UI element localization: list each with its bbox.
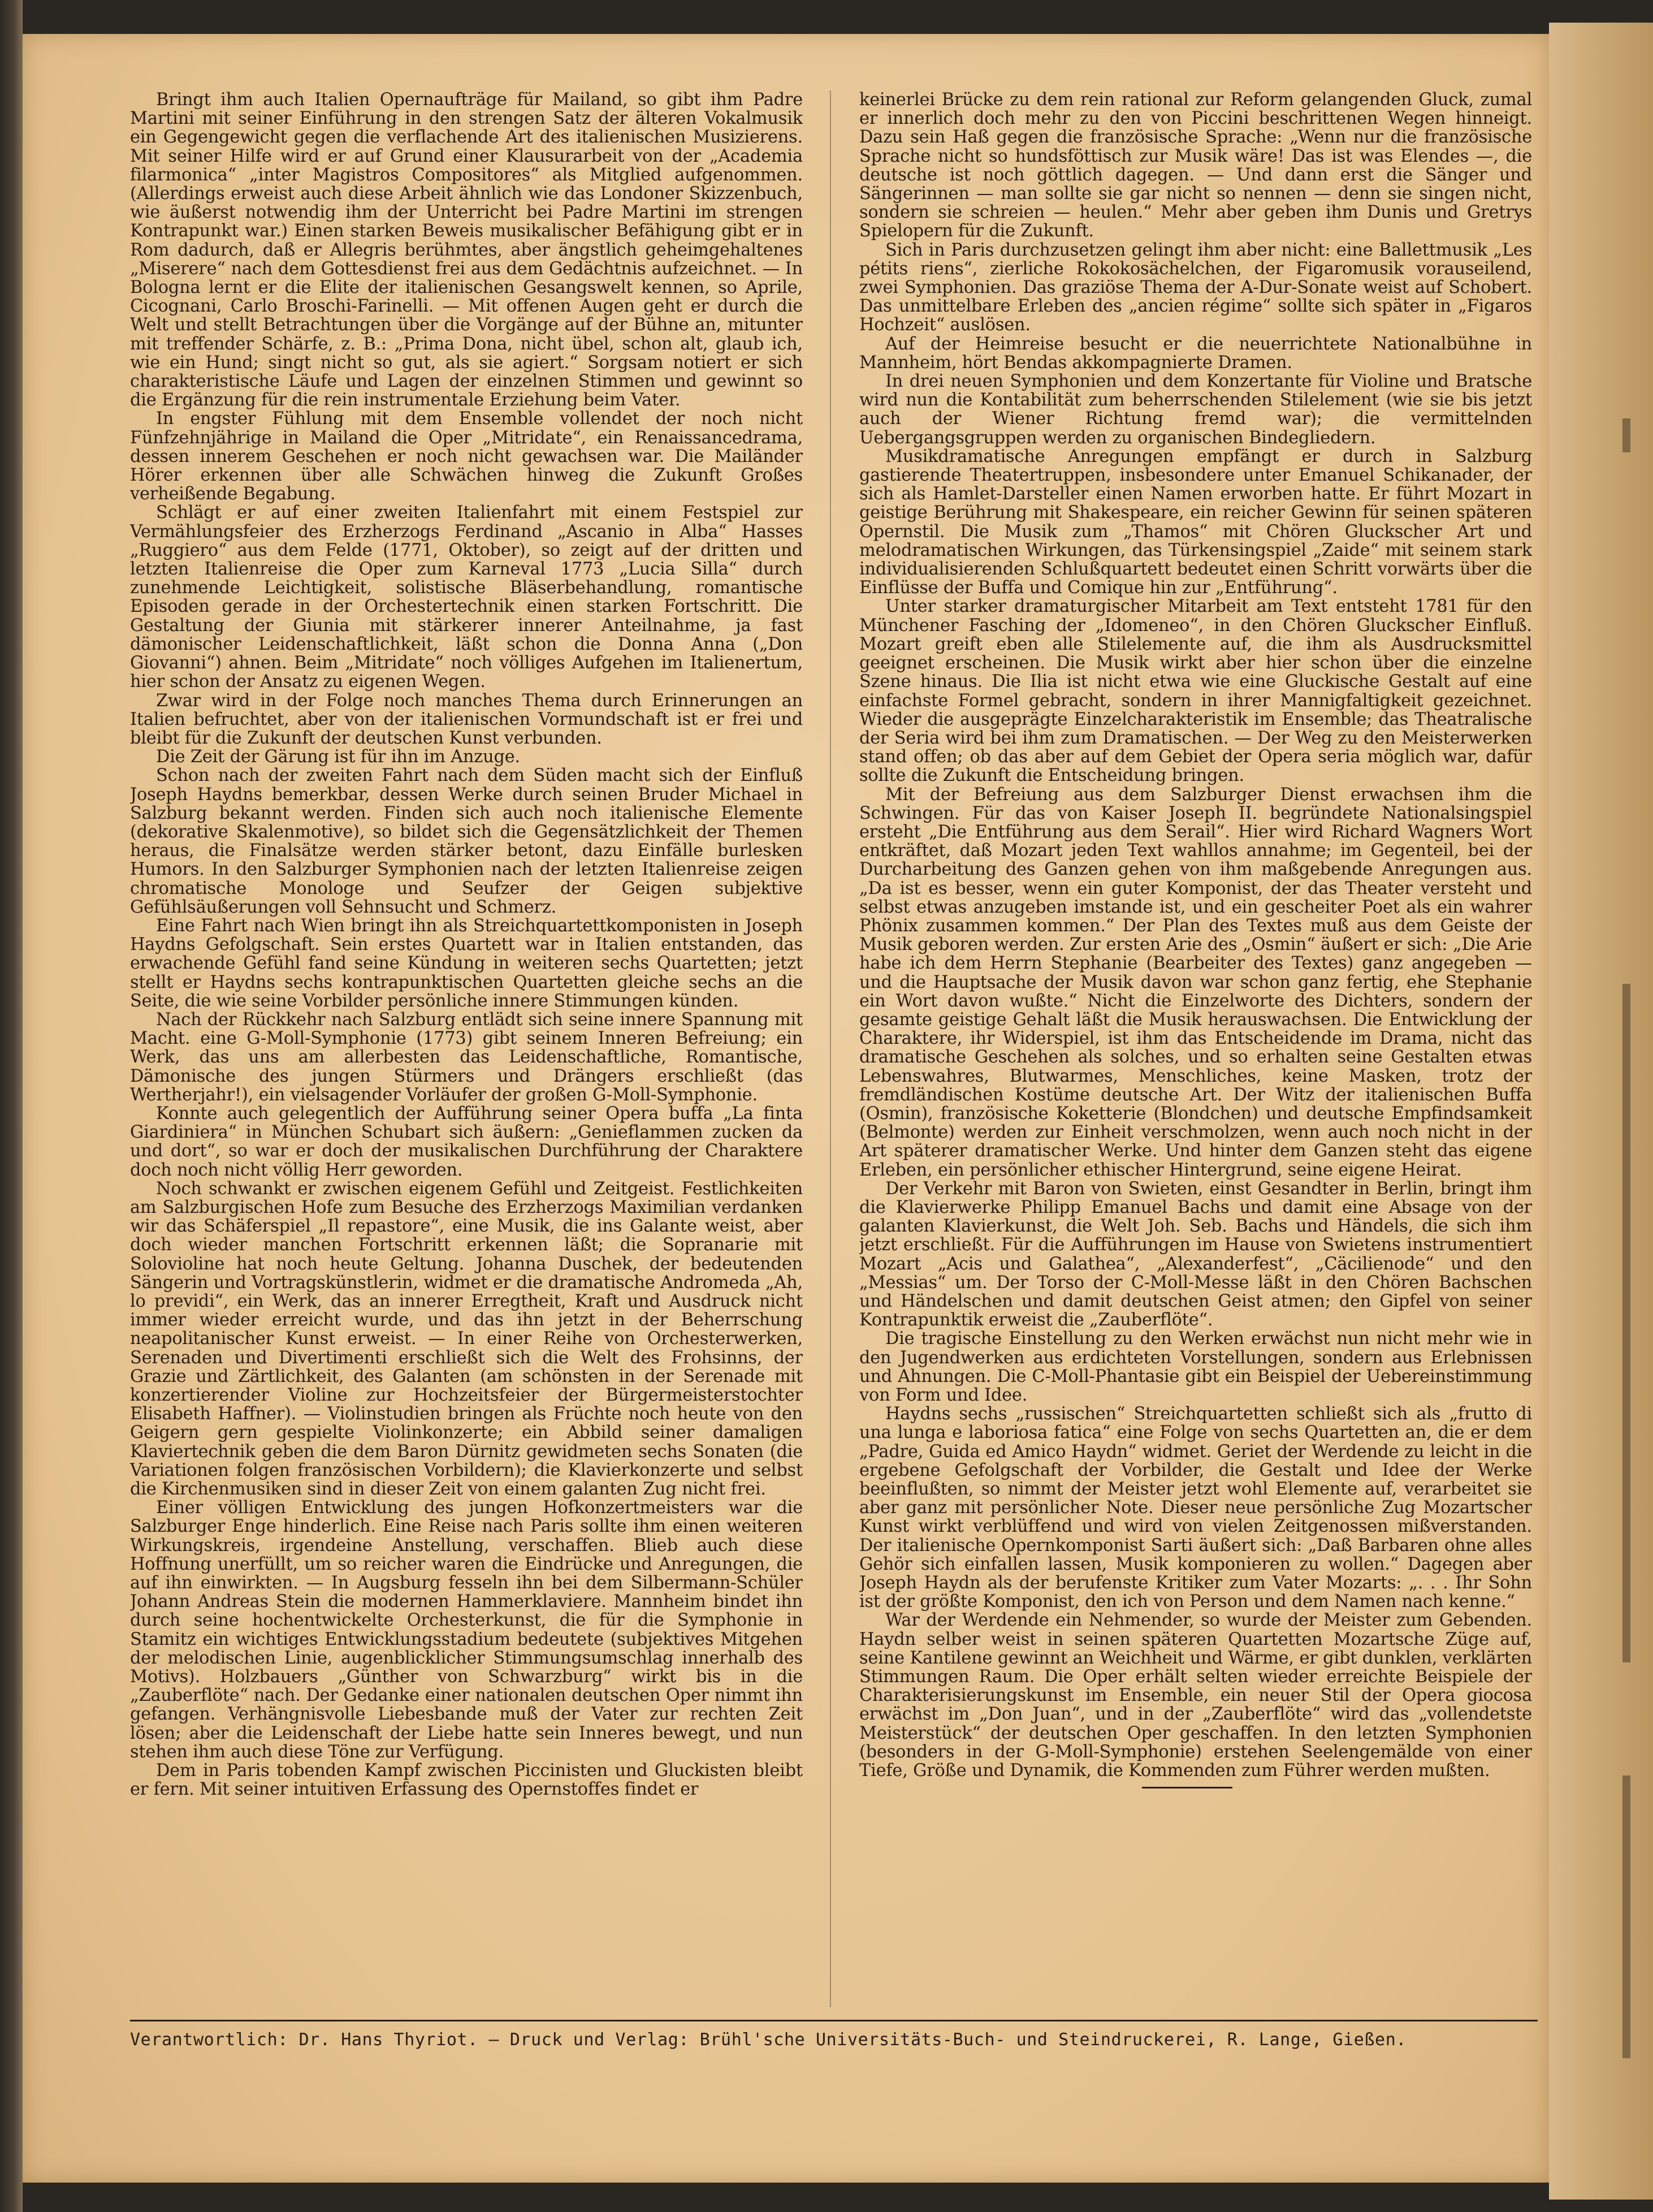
- footer-rule: [130, 2020, 1538, 2021]
- paragraph: Unter starker dramaturgischer Mitarbeit am Text entsteht 1781 für den Münchener Fasching der „Idomeneo“, in den Chören Gluckscher Einfluß. Mozart greift eben alle Stilelemente auf, die ihm als Ausdrucksmittel geeignet erscheinen. Die Musik wirkt aber hier schon über die einzelne Szene hinaus. Die Ilia ist nicht etwa wie eine Gluckische Gestalt auf eine einfachste Formel gebracht, sondern in ihrer Mannigfaltigkeit gezeichnet. Wieder die ausgeprägte Einzelcharakteristik im Ensemble; das Theatralische der Seria wird bei ihm zum Dramatischen. — Der Weg zu den Meisterwerken stand offen; ob das aber auf dem Gebiet der Opera seria möglich war, dafür sollte die Zukunft die Entscheidung bringen.: [859, 597, 1532, 786]
- article-end-rule: [1142, 1787, 1232, 1788]
- paragraph: Die Zeit der Gärung ist für ihn im Anzuge.: [156, 747, 520, 767]
- imprint-line: Verantwortlich: Dr. Hans Thyriot. — Druck und Verlag: Brühl'sche Universitäts-Buch- und Steindruckerei, R. Lange, Gießen.: [130, 2030, 1407, 2050]
- paragraph: Haydns sechs „russischen“ Streichquartetten schließt sich als „frutto di una lunga e laboriosa fatica“ eine Folge von sechs Quartetten an, die er dem „Padre, Guida ed Amico Haydn“ widmet. Geriet der Werdende zu leicht in die ergebene Gefolgschaft der Vorbilder, die Gestalt und Idee der Werke beeinflußten, so nimmt der Meister jetzt wohl Elemente auf, verarbeitet sie aber ganz mit persönlicher Note. Dieser neue persönliche Zug Mozartscher Kunst wirkt verblüffend und wird von vielen Zeitgenossen mißverstanden. Der italienische Opernkomponist Sarti äußert sich: „Daß Barbaren ohne alles Gehör sich einfallen lassen, Musik komponieren zu wollen.“ Dagegen aber Joseph Haydn als der berufenste Kritiker zum Vater Mozarts: „. . . Ihr Sohn ist der größte Komponist, den ich von Person und dem Namen nach kenne.“: [859, 1404, 1532, 1612]
- paragraph: Konnte auch gelegentlich der Aufführung seiner Opera buffa „La finta Giardiniera“ in München Schubart sich äußern: „Genieflammen zucken da und dort“, so war er doch der musikalischen Durchführung der Charaktere doch noch nicht völlig Herr geworden.: [130, 1103, 803, 1180]
- paragraph: Zwar wird in der Folge noch manches Thema durch Erinnerungen an Italien befruchtet, aber von der italienischen Vormundschaft ist er frei und bleibt für die Zukunft der deutschen Kunst verbunden.: [130, 690, 803, 748]
- edge-ink-mark: [1622, 1775, 1630, 2058]
- paragraph: Dem in Paris tobenden Kampf zwischen Piccinisten und Gluckisten bleibt er fern. Mit seiner intuitiven Erfassung des Opernstoffes findet er: [130, 1761, 803, 1800]
- paragraph: Schon nach der zweiten Fahrt nach dem Süden macht sich der Einfluß Joseph Haydns bemerkbar, dessen Werke durch seinen Bruder Michael in Salzburg bekannt werden. Finden sich auch noch italienische Elemente (dekorative Skalenmotive), so bildet sich die Gegensätzlichkeit der Themen heraus, die Finalsätze werden stärker betont, dazu Einfälle burlesken Humors. In den Salzburger Symphonien nach der letzten Italienreise zeigen chromatische Monologe und Seufzer der Geigen subjektive Gefühlsäußerungen voll Sehnsucht und Schmerz.: [130, 766, 803, 917]
- paragraph: Einer völligen Entwicklung des jungen Hofkonzertmeisters war die Salzburger Enge hinderlich. Eine Reise nach Paris sollte ihm einen weiteren Wirkungskreis, irgendeine Anstellung, verschaffen. Blieb auch diese Hoffnung unerfüllt, um so reicher waren die Eindrücke und Anregungen, die auf ihn einwirkten. — In Augsburg fesseln ihn bei dem Silbermann-Schüler Johann Andreas Stein die modernen Hammerklaviere. Mannheim bindet ihn durch seine hochentwickelte Orchesterkunst, die für die Symphonie in Stamitz ein wichtiges Entwicklungsstadium bedeutete (subjektives Mitgehen der melodischen Linie, augenblicklicher Stimmungsumschlag innerhalb des Motivs). Holzbauers „Günther von Schwarzburg“ wirkt bis in die „Zauberflöte“ nach. Der Gedanke einer nationalen deutschen Oper nimmt ihn gefangen. Verhängnisvolle Liebesbande muß der Vater zur rechten Zeit lösen; aber die Leidenschaft der Liebe hatte sein Inneres bewegt, und nun stehen ihm auch diese Töne zur Verfügung.: [130, 1498, 803, 1762]
- paragraph: Eine Fahrt nach Wien bringt ihn als Streichquartettkomponisten in Joseph Haydns Gefolgschaft. Sein erstes Quartett war in Italien entstanden, das erwachende Gefühl fand seine Kündung in weiteren sechs Quartetten; jetzt stellt er Haydns sechs kontrapunktischen Quartetten gleiche sechs an die Seite, die wie seine Vorbilder persönliche innere Stimmungen künden.: [130, 915, 803, 1011]
- edge-ink-mark: [1622, 984, 1630, 1662]
- right-column: [859, 90, 1532, 2007]
- paragraph: Mit der Befreiung aus dem Salzburger Dienst erwachsen ihm die Schwingen. Für das von Kaiser Joseph II. begründete Nationalsingspiel ersteht „Die Entführung aus dem Serail“. Hier wird Richard Wagners Wort entkräftet, daß Mozart jeden Text wahllos annahme; im Gegenteil, bei der Durcharbeitung des Ganzen gehen von ihm maßgebende Anregungen aus. „Da ist es besser, wenn ein guter Komponist, der das Theater versteht und selbst etwas anzugeben imstande ist, und ein gescheiter Poet als ein wahrer Phönix zusammen kommen.“ Der Plan des Textes muß aus dem Geiste der Musik geboren werden. Zur ersten Arie des „Osmin“ äußert er sich: „Die Arie habe ich dem Herrn Stephanie (Bearbeiter des Textes) ganz angegeben — und die Hauptsache der Musik davon war schon ganz fertig, ehe Stephanie ein Wort davon wußte.“ Nicht die Einzelworte des Dichters, sondern der gesamte geistige Gehalt läßt die Musik herauswachsen. Die Entwicklung der Charaktere, ihr Widerspiel, ist ihm das Entscheidende im Drama, nicht das dramatische Geschehen als solches, und so erhalten seine Gestalten etwas Lebenswahres, Blutwarmes, Menschliches, keine Masken, trotz der fremdländischen Kostüme deutsche Art. Der Witz der italienischen Buffa (Osmin), französische Koketterie (Blondchen) und deutsche Empfindsamkeit (Belmonte) werden zur Einheit verschmolzen, wenn auch noch nicht in der Art späterer dramatischer Werke. Und hinter dem Ganzen steht das eigene Erleben, ein persönlicher ethischer Hintergrund, seine eigene Heirat.: [859, 784, 1532, 1180]
- paragraph: In engster Fühlung mit dem Ensemble vollendet der noch nicht Fünfzehnjährige in Mailand die Oper „Mitridate“, ein Renaissancedrama, dessen innerem Geschehen er noch nicht gewachsen war. Die Mailänder Hörer erkennen über alle Schwächen hinweg die Zukunft Großes verheißende Begabung.: [130, 409, 803, 504]
- paragraph: Schlägt er auf einer zweiten Italienfahrt mit einem Festspiel zur Vermählungsfeier des Erzherzogs Ferdinand „Ascanio in Alba“ Hasses „Ruggiero“ aus dem Felde (1771, Oktober), so zeigt auf der dritten und letzten Italienreise die Oper zum Karneval 1773 „Lucia Silla“ durch zunehmende Leichtigkeit, solistische Bläserbehandlung, romantische Episoden gerade in der Orchestertechnik einen starken Fortschritt. Die Gestaltung der Giunia mit stärkerer innerer Anteilnahme, ja fast dämonischer Leidenschaftlichkeit, läßt schon die Donna Anna („Don Giovanni“) ahnen. Beim „Mitridate“ noch völliges Aufgehen im Italienertum, hier schon der Ansatz zu eigenen Wegen.: [130, 503, 803, 692]
- paragraph: Nach der Rückkehr nach Salzburg entlädt sich seine innere Spannung mit Macht. eine G-Moll-Symphonie (1773) gibt seinem Inneren Befreiung; ein Werk, das uns am allerbesten das Leidenschaftliche, Romantische, Dämonische des jungen Stürmers und Drängers erschließt (das Wertherjahr!), ein vielsagender Vorläufer der großen G-Moll-Symphonie.: [130, 1009, 803, 1105]
- facing-page-edge: [1549, 23, 1653, 2200]
- paragraph: keinerlei Brücke zu dem rein rational zur Reform gelangenden Gluck, zumal er innerlich doch mehr zu den von Piccini beschrittenen Wegen hinneigt. Dazu sein Haß gegen die französische Sprache: „Wenn nur die französische Sprache nicht so hundsföttisch zur Musik wäre! Das ist was Elendes —, die deutsche ist noch göttlich dagegen. — Und dann erst die Sänger und Sängerinnen — man sollte sie gar nicht so nennen — denn sie singen nicht, sondern sie schreien — heulen.“ Mehr aber geben ihm Dunis und Gretrys Spielopern für die Zukunft.: [859, 90, 1532, 241]
- paragraph: Die tragische Einstellung zu den Werken erwächst nun nicht mehr wie in den Jugendwerken aus erdichteten Vorstellungen, sondern aus Erlebnissen und Ahnungen. Die C-Moll-Phantasie gibt ein Beispiel der Uebereinstimmung von Form und Idee.: [859, 1329, 1532, 1406]
- paragraph: Auf der Heimreise besucht er die neuerrichtete Nationalbühne in Mannheim, hört Bendas akkompagnierte Dramen.: [859, 334, 1532, 373]
- column-divider: [830, 90, 831, 2007]
- paragraph: Der Verkehr mit Baron von Swieten, einst Gesandter in Berlin, bringt ihm die Klavierwerke Philipp Emanuel Bachs und damit eine Absage von der galanten Klavierkunst, die Welt Joh. Seb. Bachs und Händels, die sich ihm jetzt erschließt. Für die Aufführungen im Hause von Swietens instrumentiert Mozart „Acis und Galathea“, „Alexanderfest“, „Cäcilienode“ und den „Messias“ um. Der Torso der C-Moll-Messe läßt in den Chören Bachschen und Händelschen und damit deutschen Geist atmen; den Gipfel von seiner Kontrapunktik erweist die „Zauberflöte“.: [859, 1178, 1532, 1330]
- paragraph: Musikdramatische Anregungen empfängt er durch in Salzburg gastierende Theatertruppen, insbesondere unter Emanuel Schikanader, der sich als Hamlet-Darsteller einen Namen erworben hatte. Er führt Mozart in geistige Berührung mit Shakespeare, ein reicher Gewinn für seinen späteren Opernstil. Die Musik zum „Thamos“ mit Chören Gluckscher Art und melodramatischen Wirkungen, das Türkensingspiel „Zaide“ mit seinem stark individualisierenden Schlußquartett bedeutet einen Schritt vorwärts über die Einflüsse der Buffa und Comique hin zur „Entführung“.: [859, 446, 1532, 598]
- paragraph: Noch schwankt er zwischen eigenem Gefühl und Zeitgeist. Festlichkeiten am Salzburgischen Hofe zum Besuche des Erzherzogs Maximilian verdanken wir das Schäferspiel „Il repastore“, eine Musik, die ins Galante weist, aber doch wieder manchen Fortschritt erkennen läßt; die Sopranarie mit Solovioline hat noch heute Geltung. Johanna Duschek, der bedeutenden Sängerin und Vortragskünstlerin, widmet er die dramatische Andromeda „Ah, lo previdi“, ein Werk, das an innerer Erregtheit, Kraft und Ausdruck nicht immer wieder erreicht wurde, und das ihn jetzt in der Beherrschung neapolitanischer Kunst erweist. — In einer Reihe von Orchesterwerken, Serenaden und Divertimenti erschließt sich die Welt des Frohsinns, der Grazie und Zärtlichkeit, des Galanten (am schönsten in der Serenade mit konzertierender Violine zur Hochzeitsfeier der Bürgermeisterstochter Elisabeth Haffner). — Violinstudien bringen als Früchte noch heute von den Geigern gern gespielte Violinkonzerte; ein Abbild seiner damaligen Klaviertechnik geben die dem Baron Dürnitz gewidmeten sechs Sonaten (die Variationen folgen französischen Vorbildern); die Klavierkonzerte und selbst die Kirchenmusiken sind in dieser Zeit von einem galanten Zug nicht frei.: [130, 1178, 803, 1500]
- binding-shadow: [0, 0, 23, 2212]
- paragraph: War der Werdende ein Nehmender, so wurde der Meister zum Gebenden. Haydn selber weist in seinen späteren Quartetten Mozartsche Züge auf, seine Kantilene gewinnt an Weichheit und Wärme, er gibt dunklen, verklärten Stimmungen Raum. Die Oper erhält selten wieder erreichte Beispiele der Charakterisierungskunst im Ensemble, ein neuer Stil der Opera giocosa erwächst im „Don Juan“, und in der „Zauberflöte“ wird das „vollendetste Meisterstück“ der deutschen Oper geschaffen. In den letzten Symphonien (besonders in der G-Moll-Symphonie) erstehen Seelengemälde von einer Tiefe, Größe und Dynamik, die Kommenden zum Führer werden mußten.: [859, 1610, 1532, 1781]
- paragraph: Bringt ihm auch Italien Opernaufträge für Mailand, so gibt ihm Padre Martini mit seiner Einführung in den strengen Satz der älteren Vokalmusik ein Gegengewicht gegen die verflachende Art des italienischen Musizierens. Mit seiner Hilfe wird er auf Grund einer Klausurarbeit von der „Academia filarmonica“ „inter Magistros Compositores“ als Mitglied aufgenommen. (Allerdings erweist auch diese Arbeit ähnlich wie das Londoner Skizzenbuch, wie äußerst notwendig ihm der Unterricht bei Padre Martini im strengen Kontrapunkt war.) Einen starken Beweis musikalischer Befähigung gibt er in Rom dadurch, daß er Allegris berühmtes, aber ängstlich geheimgehaltenes „Miserere“ nach dem Gottesdienst frei aus dem Gedächtnis aufzeichnet. — In Bologna lernt er die Elite der italienischen Gesangswelt kennen, so Aprile, Cicognani, Carlo Broschi-Farinelli. — Mit offenen Augen geht er durch die Welt und stellt Betrachtungen über die Vorgänge auf der Bühne an, mitunter mit treffender Schärfe, z. B.: „Prima Dona, nicht übel, schon alt, glaub ich, wie ein Hund; singt nicht so gut, als sie agiert.“ Sorgsam notiert er sich charakteristische Läufe und Lagen der einzelnen Stimmen und gewinnt so die Ergänzung für die rein instrumentale Erziehung beim Vater.: [130, 90, 803, 411]
- edge-ink-mark: [1622, 418, 1630, 452]
- left-column: [130, 90, 803, 2007]
- paragraph: In drei neuen Symphonien und dem Konzertante für Violine und Bratsche wird nun die Kontabilität zum beherrschenden Stilelement (wie sie bis jetzt auch der Wiener Richtung fremd war); die vermittelnden Uebergangsgruppen werden zu organischen Bindegliedern.: [859, 371, 1532, 448]
- paragraph: Sich in Paris durchzusetzen gelingt ihm aber nicht: eine Ballettmusik „Les pétits riens“, zierliche Rokokosächelchen, der Figaromusik vorauseilend, zwei Symphonien. Das graziöse Thema der A-Dur-Sonate weist auf Schobert. Das unmittelbare Erleben des „ancien régime“ sollte sich später in „Figaros Hochzeit“ auslösen.: [859, 240, 1532, 335]
- article-body: [130, 90, 1538, 2007]
